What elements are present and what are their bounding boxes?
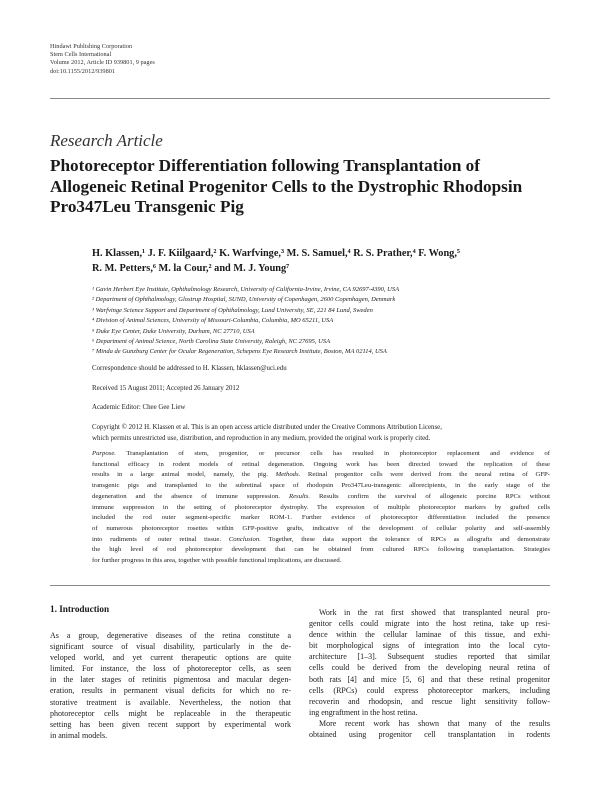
doi: doi:10.1155/2012/939801 — [50, 67, 116, 75]
text-line: More recent work has shown that many of the results — [319, 718, 550, 728]
section-heading: 1. Introduction — [50, 604, 110, 614]
text-line: architecture [1–3]. Subsequent studies reported that similar — [309, 652, 550, 662]
abstract-line: Purpose. Transplantation of stem, progenitor, or precursor cells has resulted in photoreceptor replacement and evidence of — [92, 450, 550, 457]
abstract-line: functional efficacy in rodent models of retinal degeneration. Ongoing work has been directed toward the replication of these — [92, 460, 550, 468]
text-line: both rats [4] and mice [5, 6] and that these retinal progenitor — [309, 674, 550, 684]
text-line: cells (RPCs) could express photoreceptor markers, including — [309, 685, 550, 695]
correspondence: Correspondence should be addressed to H. Klassen, hklassen@uci.edu — [92, 365, 287, 372]
author-line: R. M. Petters,⁶ M. la Cour,² and M. J. Young⁷ — [92, 263, 290, 274]
text-line: photoreceptor cells might be replaceable in the therapeutic — [50, 708, 291, 718]
affiliation: ⁶ Department of Animal Science, North Carolina State University, Raleigh, NC 27695, USA — [92, 338, 331, 346]
left-column-text — [50, 630, 291, 741]
author-line: H. Klassen,¹ J. F. Kiilgaard,² K. Warfvinge,³ M. S. Samuel,⁴ R. S. Prather,⁴ F. Wong,⁵ — [92, 248, 460, 259]
text-line: in animal models. — [50, 730, 108, 740]
text-line: cells could be derived from the developing neural retina of — [309, 663, 550, 673]
abstract-label-conclusion: Conclusion. — [228, 535, 261, 543]
abstract-line: results in a large animal model, namely, the pig. Methods. Retinal progenitor cells were derived from the neural retina of GFP- — [92, 471, 551, 479]
article-type: Research Article — [50, 131, 163, 150]
affiliation: ³ Warfvinge Science Support and Department of Ophthalmology, Lund University, SE, 221 84 Lund, Sweden — [92, 306, 373, 314]
text-line: Work in the rat first showed that transplanted neural pro- — [319, 608, 550, 617]
right-column-text — [309, 607, 550, 740]
abstract-line: included the rod outer segment-specific marker ROM-1. Further evidence of photoreceptor differentiation included the presence — [92, 514, 550, 522]
author-list — [92, 246, 460, 276]
journal-name: Stem Cells International — [50, 51, 112, 59]
affiliation: ⁴ Division of Animal Sciences, University of Missouri-Columbia, Columbia, MO 65211, USA — [92, 317, 334, 325]
abstract-line: degeneration and the absence of immune suppression. Results. Results confirm the survival of allogeneic porcine RPCs without — [92, 492, 551, 500]
text-line: obtained using progenitor cell transplantation in rodents — [309, 730, 550, 740]
abstract — [92, 449, 550, 567]
header-divider — [50, 98, 550, 99]
affiliation-list — [92, 285, 399, 358]
abstract-line: the high level of rod photoreceptor development that can be obtained from cultured RPCs following transplantation. Strategies — [92, 546, 550, 554]
abstract-line: transgenic pigs and transplanted to the subretinal space of rhodopsin Pro347Leu-transgenic allorecipients, in the early stage of the — [92, 482, 550, 490]
copyright-notice — [92, 423, 550, 445]
abstract-label-purpose: Purpose. — [92, 450, 116, 457]
text-line: As a group, degenerative diseases of the retina constitute a — [50, 631, 291, 640]
text-line: dence within the cellular laminae of this tissue, and exhi- — [309, 630, 550, 640]
abstract-line: for further progress in this area, together with possible functional implications, are discussed. — [92, 557, 342, 565]
affiliation: ² Department of Ophthalmology, Glostrup Hospital, SUND, University of Copenhagen, 2600 Copenhagen, Denmark — [92, 296, 396, 304]
text-line: storative treatment is available. Nevertheless, the notion that — [50, 697, 291, 707]
text-line: in the later stages of retinitis pigmentosa and macular degen- — [50, 675, 291, 685]
abstract-line: of numerous photoreceptor rosettes within GFP-positive grafts, indicative of the development of cellular polarity and self-assembly — [92, 524, 550, 532]
affiliation: ⁵ Duke Eye Center, Duke University, Durham, NC 27710, USA — [92, 327, 255, 335]
article-title — [50, 156, 550, 218]
abstract-line: immune suppression in the setting of photoreceptor dystrophy. The expression of multiple photoreceptor markers by grafted cells — [92, 503, 550, 511]
title-line: Photoreceptor Differentiation following Transplantation of — [50, 156, 480, 175]
volume-info: Volume 2012, Article ID 939801, 9 pages — [50, 59, 155, 67]
text-line: bit morphological signs of integration into the local cyto- — [309, 641, 550, 651]
text-line: limited. For instance, the loss of photoreceptor cells, as seen — [50, 664, 291, 674]
text-line: recoverin and rhodopsin, and rescue light sensitivity follow- — [309, 696, 550, 706]
received-accepted-dates: Received 15 August 2011; Accepted 26 January 2012 — [92, 385, 240, 392]
abstract-label-methods: Methods. — [275, 471, 301, 479]
title-line: Pro347Leu Transgenic Pig — [50, 197, 244, 217]
text-line: significant source of visual disability, particularly in the de- — [50, 642, 291, 652]
title-line: Allogeneic Retinal Progenitor Cells to the Dystrophic Rhodopsin — [50, 176, 523, 196]
copyright-line: which permits unrestricted use, distribution, and reproduction in any medium, provided the original work is properly cited. — [92, 434, 431, 442]
text-line: genitor cells could migrate into the host retina, take up resi- — [309, 619, 550, 629]
affiliation: ¹ Gavin Herbert Eye Institute, Ophthalmology Research, University of California-Irvine, Irvine, CA 92697-4390, USA — [92, 286, 400, 293]
abstract-divider — [50, 585, 550, 586]
text-line: veloped world, and yet current therapeutic options are quite — [50, 653, 291, 663]
journal-masthead — [50, 43, 155, 76]
abstract-line: into rudiments of outer retinal tissue. Conclusion. Together, these data support the tolerance of RPCs as allografts and demonstrate — [92, 535, 551, 543]
copyright-line: Copyright © 2012 H. Klassen et al. This is an open access article distributed under the Creative Commons Attribution License, — [92, 424, 442, 431]
text-line: eration, results in permanent visual deficits for which no re- — [50, 686, 291, 696]
affiliation: ⁷ Minda de Gunzburg Center for Ocular Regeneration, Schepens Eye Research Institute, Boston, MA 02114, USA — [92, 348, 387, 356]
academic-editor: Academic Editor: Chee Gee Liew — [92, 404, 186, 411]
abstract-label-results: Results. — [289, 492, 310, 500]
publisher-name: Hindawi Publishing Corporation — [50, 43, 133, 50]
text-line: ing engraftment in the host retina. — [309, 707, 418, 717]
text-line: setting has been given recent support by experimental work — [50, 719, 291, 729]
